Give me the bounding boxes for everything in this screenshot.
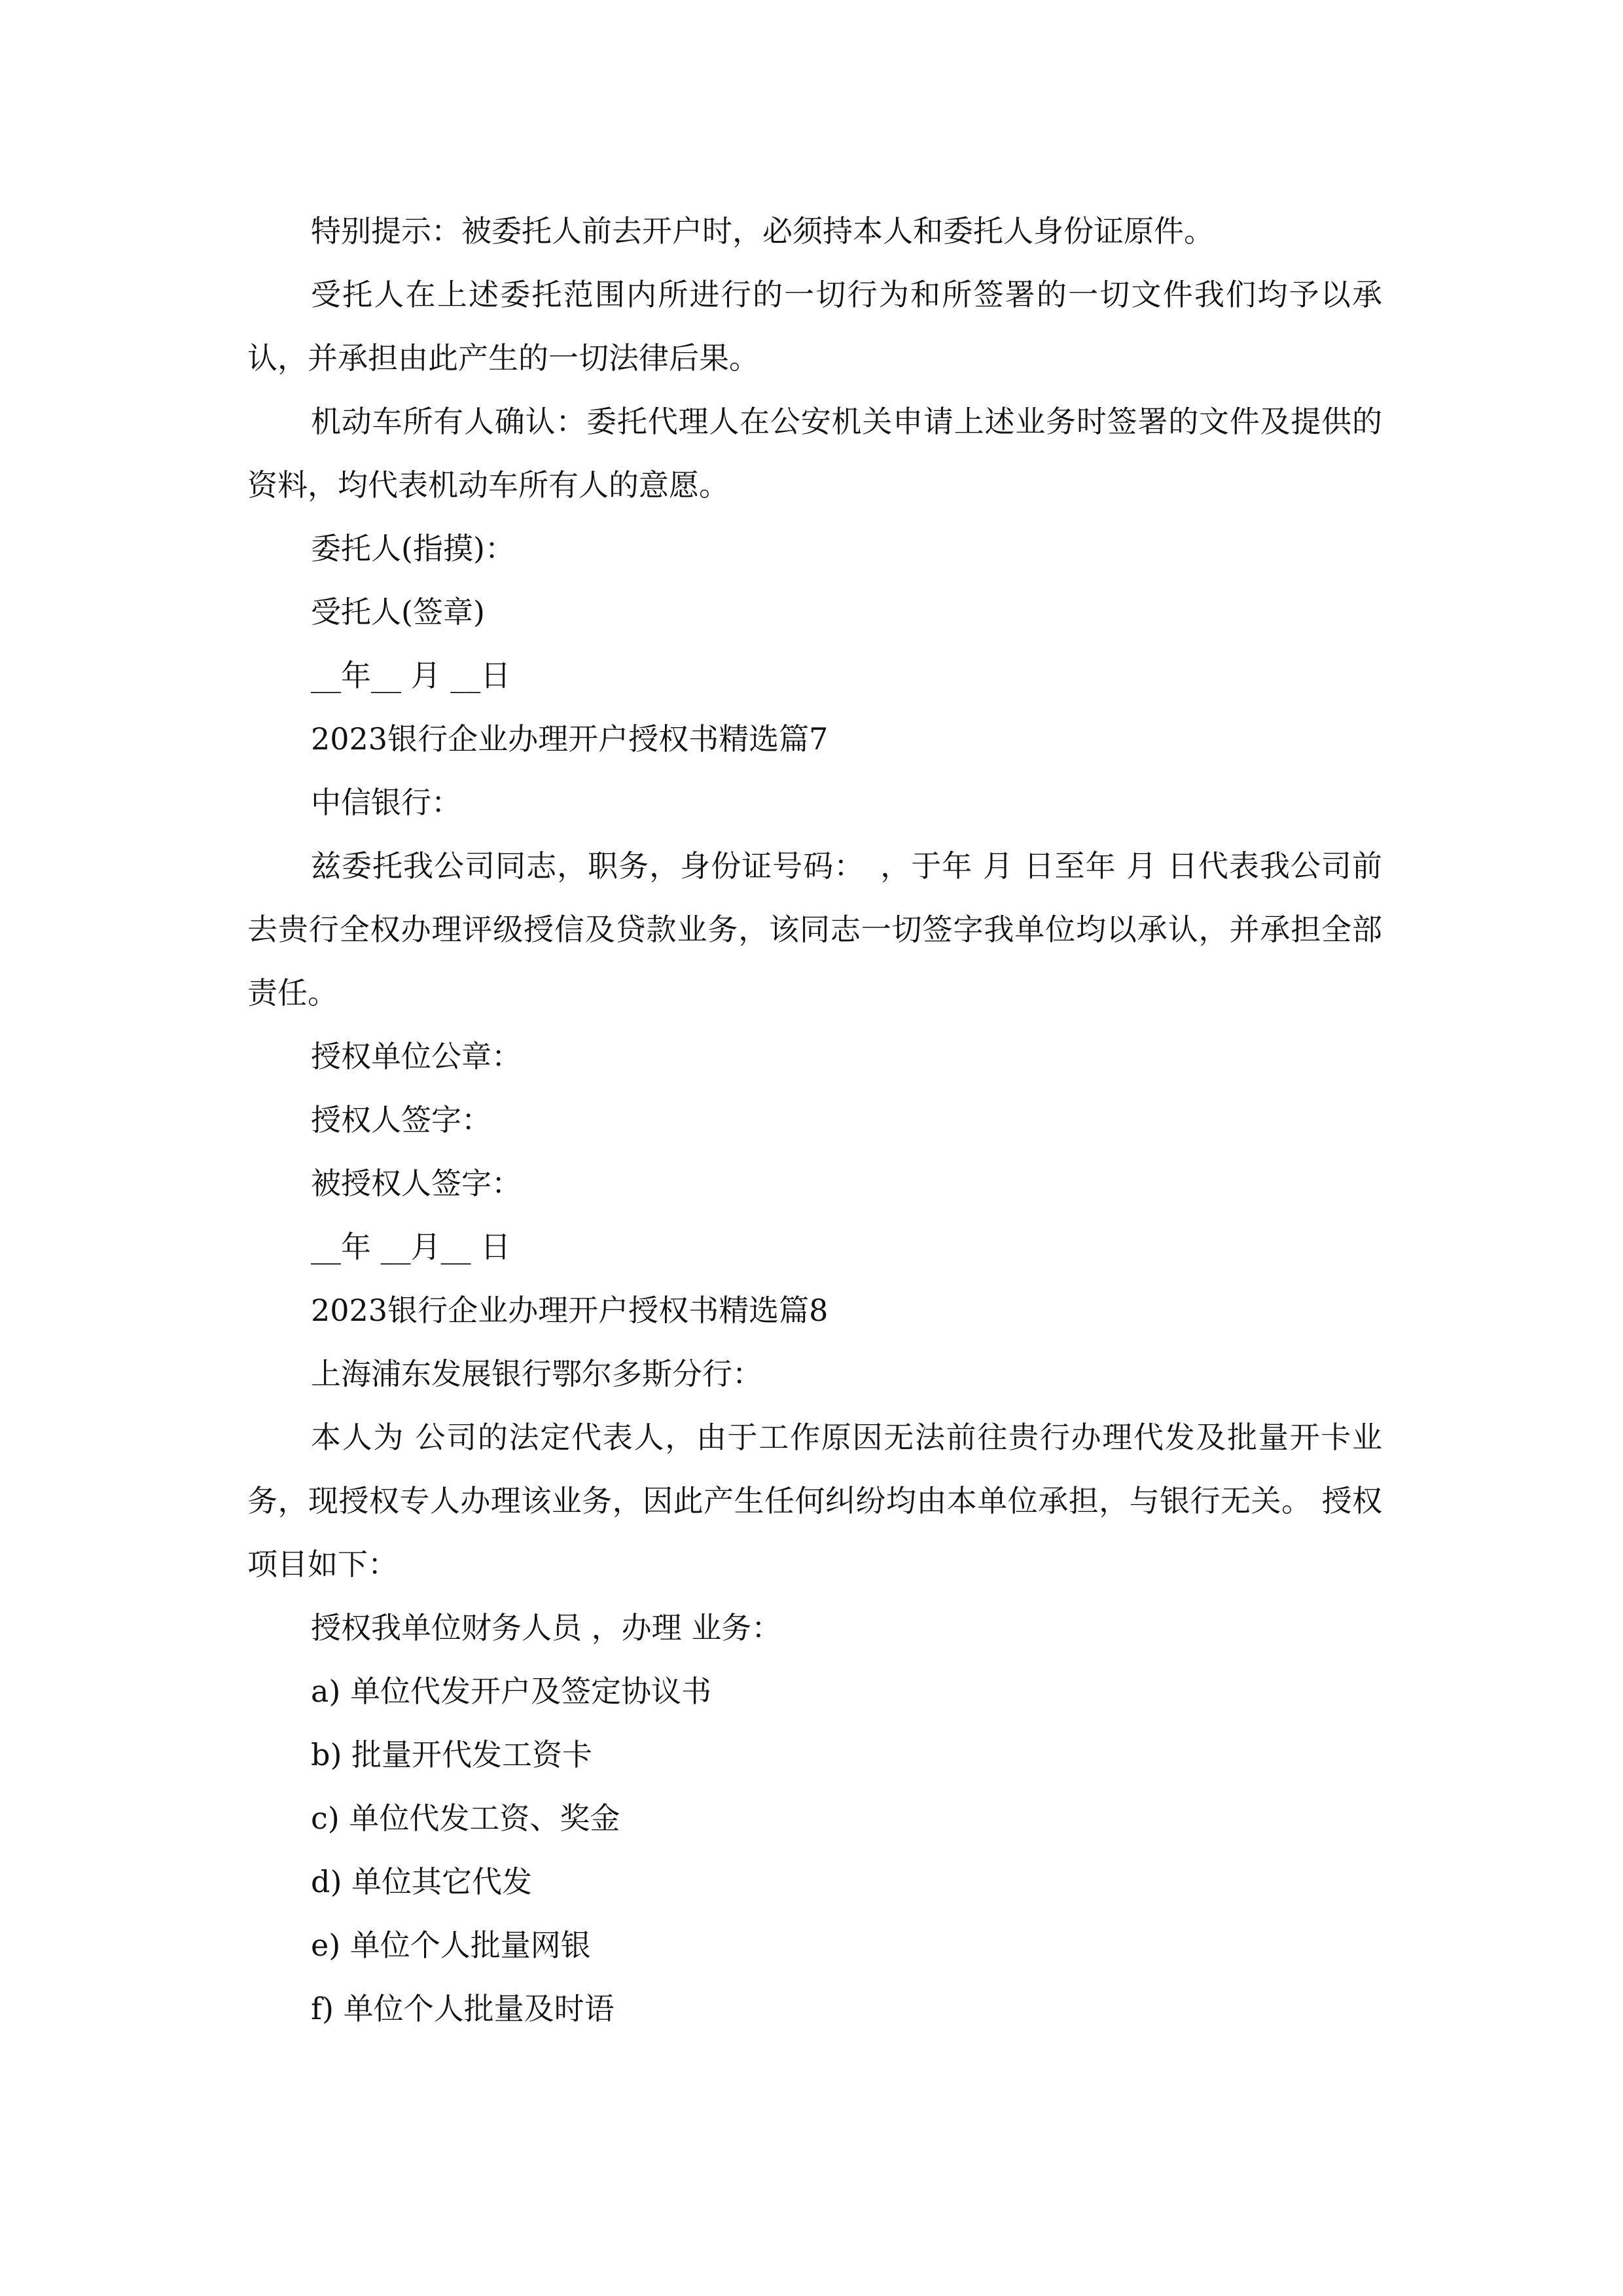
trustee-acknowledgement-paragraph: 受托人在上述委托范围内所进行的一切行为和所签署的一切文件我们均予以承认，并承担由此产生的一切法律后果。: [247, 277, 1382, 376]
company-seal-line: 授权单位公章：: [311, 1039, 522, 1074]
legal-representative-paragraph: 本人为 公司的法定代表人，由于工作原因无法前往贵行办理代发及批量开卡业务，现授权专人办理该业务，因此产生任何纠纷均由本单位承担，与银行无关。 授权项目如下：: [247, 1420, 1382, 1582]
section-heading-8: 2023银行企业办理开户授权书精选篇8: [311, 1293, 829, 1328]
addressee-spdb-ordos: 上海浦东发展银行鄂尔多斯分行：: [311, 1356, 762, 1391]
agent-signature-line: 受托人(签章): [311, 594, 485, 630]
section-heading-7: 2023银行企业办理开户授权书精选篇7: [311, 721, 829, 757]
special-notice-paragraph: 特别提示：被委托人前去开户时，必须持本人和委托人身份证原件。: [311, 213, 1214, 249]
principal-signature-line: 委托人(指摸)：: [311, 531, 515, 566]
list-item: b) 批量开代发工资卡: [311, 1737, 593, 1772]
list-item: c) 单位代发工资、奖金: [311, 1801, 620, 1836]
list-item: d) 单位其它代发: [311, 1864, 533, 1899]
list-item: a) 单位代发开户及签定协议书: [311, 1674, 711, 1709]
date-line: __年 __月__ 日: [311, 1229, 511, 1265]
authorized-person-signature-line: 被授权人签字：: [311, 1166, 522, 1201]
vehicle-owner-confirmation-paragraph: 机动车所有人确认：委托代理人在公安机关申请上述业务时签署的文件及提供的资料，均代表机动车所有人的意愿。: [247, 404, 1382, 503]
authorization-body-paragraph: 兹委托我公司同志，职务，身份证号码： ，于年 月 日至年 月 日代表我公司前去贵行全权办理评级授信及贷款业务，该同志一切签字我单位均以承认，并承担全部责任。: [247, 848, 1382, 1011]
addressee-citic-bank: 中信银行：: [311, 785, 461, 820]
list-item: e) 单位个人批量网银: [311, 1928, 591, 1963]
document-body: [247, 200, 1382, 2041]
list-item: f) 单位个人批量及时语: [311, 1991, 615, 2026]
authorizer-signature-line: 授权人签字：: [311, 1102, 491, 1138]
authorized-staff-line: 授权我单位财务人员 ，办理 业务：: [311, 1610, 782, 1645]
date-line: __年__ 月 __日: [311, 658, 511, 693]
